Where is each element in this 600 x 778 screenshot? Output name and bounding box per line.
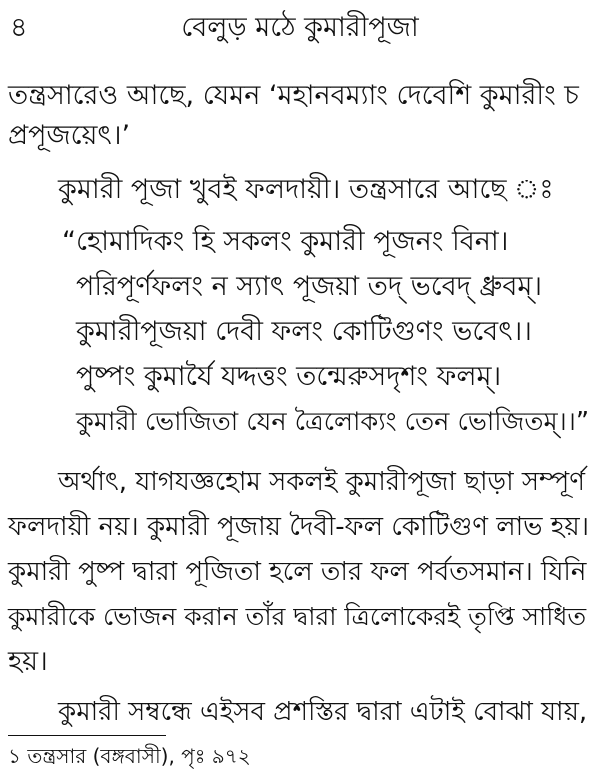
footnote: ১ তন্ত্রসার (বঙ্গবাসী), পৃঃ ৯৭২ — [8, 744, 251, 768]
verse-line: “হোমাদিকং হি সকলং কুমারী পূজনং বিনা। — [62, 226, 509, 257]
paragraph-line: কুমারী সম্বন্ধে এইসব প্রশস্তির দ্বারা এটাই বোঝা যায়, — [58, 697, 588, 727]
verse-line: পরিপূর্ণফলং ন স্যাৎ পূজয়া তদ্ ভবেদ্ ধ্রুবম্। — [76, 271, 543, 302]
page-header — [0, 10, 600, 46]
verse-line: কুমারীপূজয়া দেবী ফলং কোটিগুণং ভবেৎ।। — [76, 316, 532, 347]
paragraph-line: ফলদায়ী নয়। কুমারী পূজায় দৈবী-ফল কোটিগুণ লাভ হয়। — [8, 512, 590, 542]
paragraph-line: অর্থাৎ, যাগযজ্ঞহোম সকলই কুমারীপূজা ছাড়া সম্পূর্ণ — [58, 467, 585, 497]
verse-line: কুমারী ভোজিতা যেন ত্রৈলোক্যং তেন ভোজিতম্।।” — [76, 407, 590, 437]
footnote-divider — [8, 735, 166, 736]
paragraph-line: কুমারীকে ভোজন করান তাঁর দ্বারা ত্রিলোকেরই তৃপ্তি সাধিত — [8, 602, 587, 631]
page-number: ৪ — [10, 12, 28, 43]
paragraph-line: কুমারী পুষ্প দ্বারা পূজিতা হলে তার ফল পর্বতসমান। যিনি — [8, 557, 587, 587]
verse-line: পুষ্পং কুমার্যৈ যদ্দত্তং তন্মেরুসদৃশং ফলম্। — [76, 361, 502, 392]
paragraph-line: কুমারী পূজা খুবই ফলদায়ী। তন্ত্রসারে আছে ঃ — [58, 174, 554, 205]
paragraph-line: হয়। — [8, 646, 48, 677]
paragraph-line: প্রপূজয়েৎ।’ — [8, 120, 131, 151]
paragraph-line: তন্ত্রসারেও আছে, যেমন ‘মহানবম্যাং দেবেশি কুমারীং চ — [8, 80, 579, 111]
running-title: বেলুড় মঠে কুমারীপূজা — [181, 12, 419, 43]
